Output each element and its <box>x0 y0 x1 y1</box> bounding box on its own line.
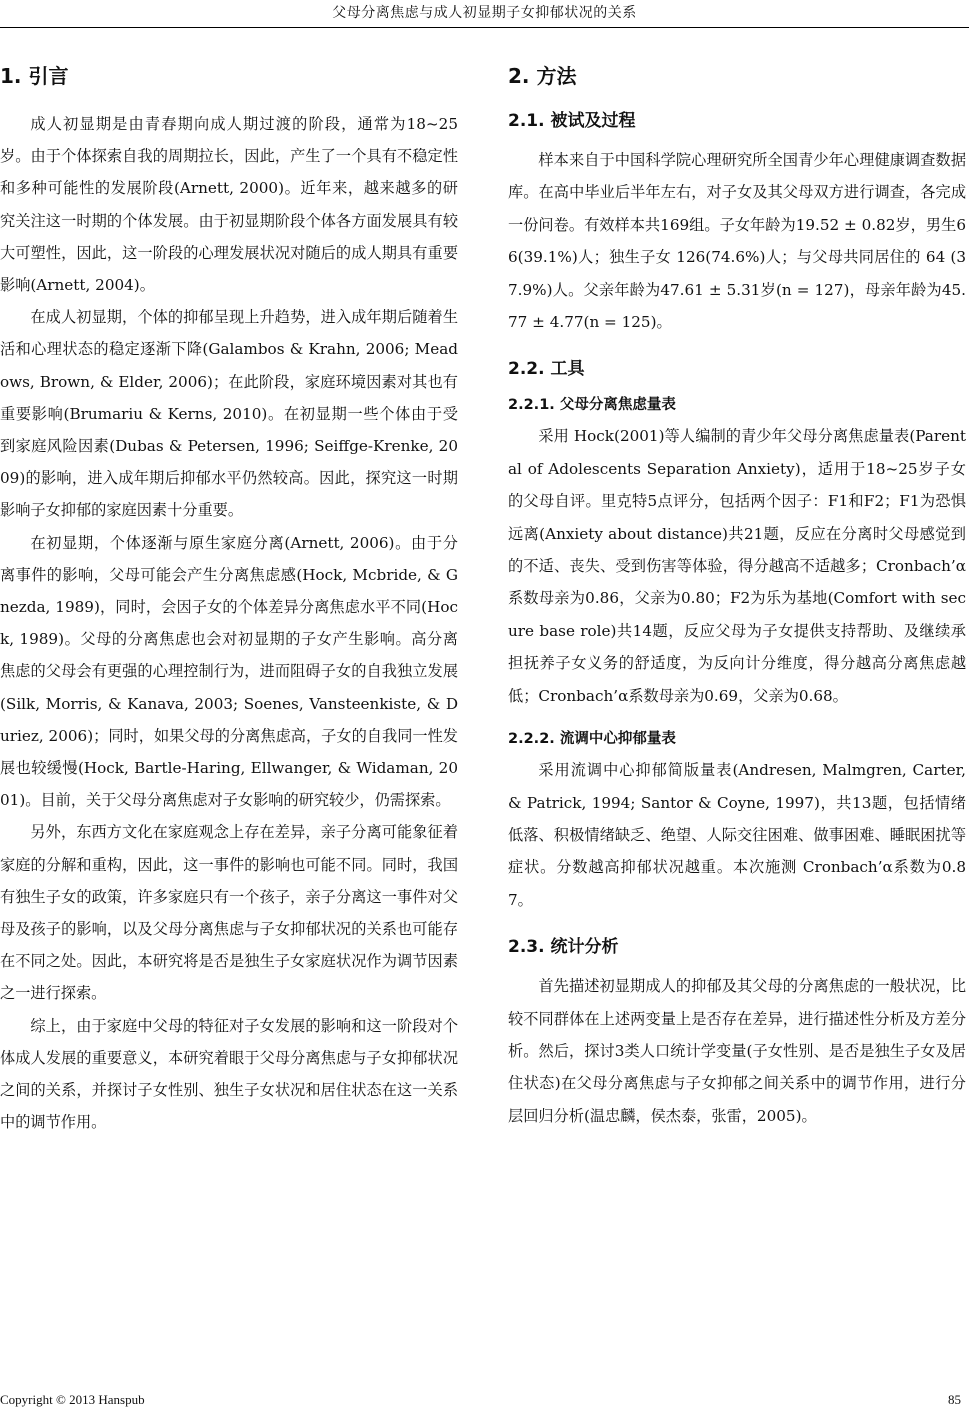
intro-paragraph-3: 在初显期，个体逐渐与原生家庭分离(Arnett, 2006)。由于分离事件的影响，父母可能会产生分离焦虑感(Hock, Mcbride, & Gnezda, 1989)，同时，会因子女的个体差异分离焦虑水平不同(Hock, 1989)。父母的分离焦虑也会对初显期的子女产生影响。高分离焦虑的父母会有更强的心理控制行为，进而阻碍子女的自我独立发展(Silk, Morris, & Kanava, 2003; Soenes, Vansteenkiste, & Duriez, 2006)；同时，如果父母的分离焦虑高，子女的自我同一性发展也较缓慢(Hock, Bartle-Haring, Ellwanger, & Widaman, 2001)。目前，关于父母分离焦虑对子女影响的研究较少，仍需探索。 <box>0 533 458 810</box>
pasa-paragraph: 采用 Hock(2001)等人编制的青少年父母分离焦虑量表(Parental of Adolescents Separation Anxiety)，适用于18~25岁子女的父母自评。里克特5点评分，包括两个因子：F1和F2；F1为恐惧远离(Anxiety about distance)共21题，反应在分离时父母感觉到的不适、丧失、受到伤害等体验，得分越高不适越多；Cronbach’α系数母亲为0.86，父亲为0.80；F2为乐为基地(Comfort with secure base role)共14题，反应父母为子女提供支持帮助、及继续承担抚养子女义务的舒适度，为反向计分维度，得分越高分离焦虑越低；Cronbach’α系数母亲为0.69，父亲为0.68。 <box>508 427 966 705</box>
header-rule <box>0 27 969 28</box>
intro-paragraph-1: 成人初显期是由青春期向成人期过渡的阶段，通常为18~25岁。由于个体探索自我的周期拉长，因此，产生了一个具有不稳定性和多种可能性的发展阶段(Arnett, 2000)。近年来，越来越多的研究关注这一时期的个体发展。由于初显期阶段个体各方面发展具有较大可塑性，因此，这一阶段的心理发展状况对随后的成人期具有重要影响(Arnett, 2004)。 <box>0 115 458 295</box>
intro-paragraph-2: 在成人初显期，个体的抑郁呈现上升趋势，进入成年期后随着生活和心理状态的稳定逐渐下降(Galambos & Krahn, 2006; Meadows, Brown, & Elder, 2006)；在此阶段，家庭环境因素对其也有重要影响(Brumariu & Kerns, 2010)。在初显期一些个体由于受到家庭风险因素(Dubas & Petersen, 1996; Seiffge-Krenke, 2009)的影响，进入成年期后抑郁水平仍然较高。因此，探究这一时期影响子女抑郁的家庭因素十分重要。 <box>0 308 458 520</box>
cesd-paragraph: 采用流调中心抑郁简版量表(Andresen, Malmgren, Carter, & Patrick, 1994; Santor & Coyne, 1997)，共13题，包括情绪低落、积极情绪缺乏、绝望、人际交往困难、做事困难、睡眠困扰等症状。分数越高抑郁状况越重。本次施测 Cronbach’α系数为0.87。 <box>508 761 966 909</box>
subsection-title-instruments: 2.2. 工具 <box>508 359 585 380</box>
page-number: 85 <box>948 1392 961 1407</box>
subsection-title-statistics: 2.3. 统计分析 <box>508 937 619 958</box>
intro-paragraph-4: 另外，东西方文化在家庭观念上存在差异，亲子分离可能象征着家庭的分解和重构，因此，这一事件的影响也可能不同。同时，我国有独生子女的政策，许多家庭只有一个孩子，亲子分离这一事件对父母及孩子的影响，以及父母分离焦虑与子女抑郁状况的关系也可能存在不同之处。因此，本研究将是否是独生子女家庭状况作为调节因素之一进行探索。 <box>0 823 458 1003</box>
subsubsection-title-cesd: 2.2.2. 流调中心抑郁量表 <box>508 731 676 748</box>
copyright-notice: Copyright © 2013 Hanspub <box>0 1392 145 1407</box>
left-column <box>0 56 458 1139</box>
subsection-title-participants: 2.1. 被试及过程 <box>508 111 636 131</box>
section-title-introduction: 1. 引言 <box>0 64 69 88</box>
right-column <box>508 56 966 1132</box>
participants-paragraph: 样本来自于中国科学院心理研究所全国青少年心理健康调查数据库。在高中毕业后半年左右，对子女及其父母双方进行调查，各完成一份问卷。有效样本共169组。子女年龄为19.52 ± 0.82岁，男生66(39.1%)人；独生子女 126(74.6%)人；与父母共同居住的 64 (37.9%)人。父亲年龄为47.61 ± 5.31岁(n = 127)，母亲年龄为45.77 ± 4.77(n = 125)。 <box>508 151 966 332</box>
intro-paragraph-5: 综上，由于家庭中父母的特征对子女发展的影响和这一阶段对个体成人发展的重要意义，本研究着眼于父母分离焦虑与子女抑郁状况之间的关系，并探讨子女性别、独生子女状况和居住状态在这一关系中的调节作用。 <box>0 1016 458 1132</box>
subsubsection-title-pasa: 2.2.1. 父母分离焦虑量表 <box>508 397 676 414</box>
section-title-methods: 2. 方法 <box>508 64 577 88</box>
running-title: 父母分离焦虑与成人初显期子女抑郁状况的关系 <box>332 5 637 21</box>
statistics-paragraph: 首先描述初显期成人的抑郁及其父母的分离焦虑的一般状况，比较不同群体在上述两变量上是否存在差异，进行描述性分析及方差分析。然后，探讨3类人口统计学变量(子女性别、是否是独生子女及居住状态)在父母分离焦虑与子女抑郁之间关系中的调节作用，进行分层回归分析(温忠麟，侯杰泰，张雷，2005)。 <box>508 977 966 1125</box>
